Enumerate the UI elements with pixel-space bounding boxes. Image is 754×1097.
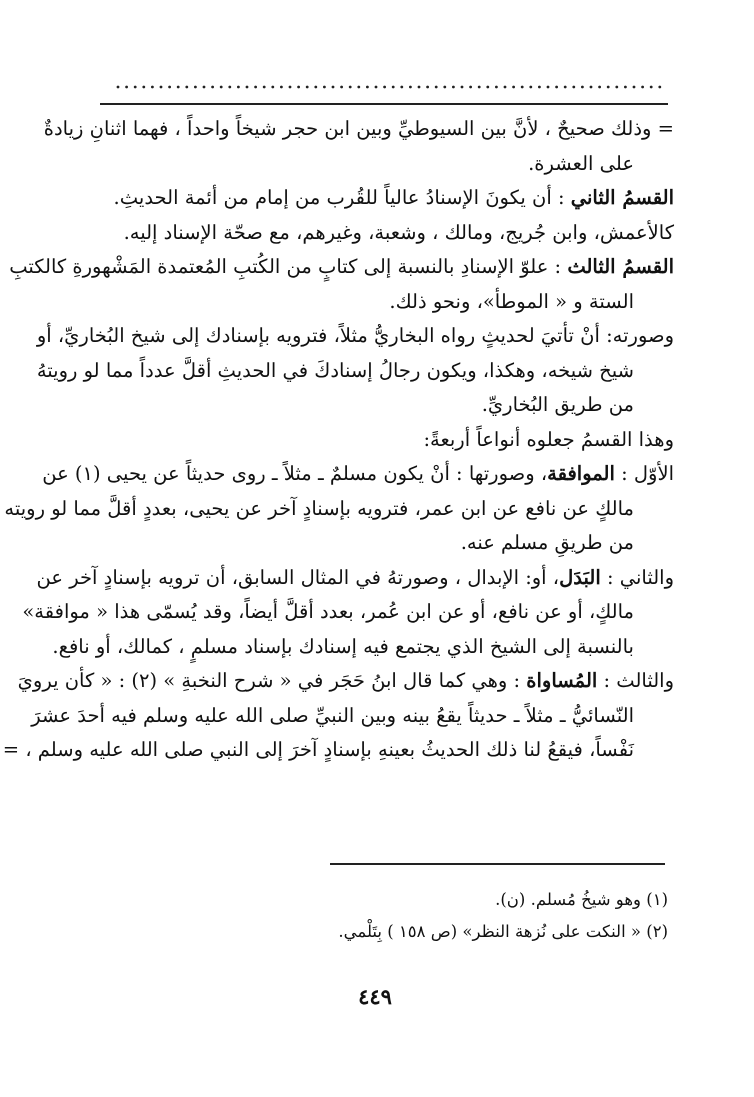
- text-run: مالكٍ، أو عن نافع، أو عن ابن عُمر، بعدد أقلَّ أيضاً، وقد يُسمّى هذا « موافقة»: [22, 600, 634, 623]
- bold-term: القسمُ الثالث: [567, 255, 674, 278]
- text-line: [31, 699, 674, 734]
- text-line: [52, 630, 674, 665]
- text-line: [94, 181, 674, 216]
- text-run: النّسائيُّ ـ مثلاً ـ حديثاً يقعُ بينه وبين النبيِّ صلى الله عليه وسلم فيه أحدَ عشرَ: [31, 703, 634, 727]
- text-run: والثالث :: [597, 669, 674, 692]
- bold-term: الموافقة: [547, 462, 615, 485]
- text-run: ، أو: الإبدال ، وصورتهُ في المثال السابق، أن ترويه بإسنادٍ آخر عن: [36, 565, 560, 589]
- text-run: على العشرة.: [528, 151, 634, 175]
- footnotes: [200, 884, 668, 948]
- text-line: [94, 526, 674, 561]
- text-run: والثاني :: [600, 565, 674, 589]
- bold-term: القسمُ الثاني: [570, 186, 674, 209]
- text-run: : علوّ الإسنادِ بالنسبة إلى كتابٍ من الكُتبِ المُعتمدة المَشْهورةِ كالكتبِ: [9, 255, 568, 278]
- text-run: الستة و « الموطأ»، ونحو ذلك.: [389, 289, 634, 313]
- dotted-separator: [116, 84, 668, 90]
- text-run: وهذا القسمُ جعلوه أنواعاً أربعةً:: [423, 427, 674, 451]
- text-run: ، وصورتها : أنْ يكون مسلمٌ ـ مثلاً ـ روى حديثاً عن يحيى (١) عن: [42, 462, 548, 485]
- text-run: بالنسبة إلى الشيخ الذي يجتمع فيه إسنادك بإسناد مسلمٍ ، كمالك، أو نافع.: [52, 634, 634, 658]
- text-run: : وهي كما قال ابنُ حَجَر في « شرح النخبةِ » (٢) : « كأن يرويَ: [17, 669, 527, 692]
- text-line: [42, 457, 674, 492]
- text-line: [94, 423, 674, 458]
- text-run: كالأعمش، وابن جُريج، ومالك ، وشعبة، وغيرهم، مع صحّة الإسناد إليه.: [123, 220, 674, 244]
- text-line: [43, 112, 674, 147]
- page-number: ٤٤٩: [358, 984, 392, 1009]
- bold-term: البَدَل: [559, 565, 601, 589]
- text-line: [17, 664, 674, 699]
- text-line: [94, 388, 674, 423]
- text-line: [2, 733, 674, 768]
- text-line: [94, 147, 674, 182]
- footnote-separator: [330, 863, 665, 865]
- text-line: [36, 354, 674, 389]
- footnote-2: (٢) « النكت على نُزهة النظر» (ص ١٥٨ ) بِتَلْمي.: [338, 922, 668, 941]
- text-line: [22, 595, 674, 630]
- text-run: شيخ شيخه، وهكذا، ويكون رجالُ إسنادكَ في الحديثِ أقلَّ عدداً مما لو رويتهُ: [36, 358, 634, 382]
- text-line: [36, 561, 674, 596]
- text-run: الأوّل :: [614, 462, 674, 485]
- text-line: [94, 216, 674, 251]
- text-run: من طريق البُخاريِّ.: [481, 393, 634, 416]
- header-rule: [100, 103, 668, 105]
- bold-term: المُساواة: [526, 669, 598, 692]
- text-run: وصورته: أنْ تأتيَ لحديثٍ رواه البخاريُّ مثلاً، فترويه بإسنادك إلى شيخ البُخاريِّ، أو: [36, 324, 674, 347]
- text-run: من طريقِ مسلم عنه.: [460, 531, 634, 554]
- text-run: = وذلك صحيحٌ ، لأنَّ بين السيوطيِّ وبين ابن حجر شيخاً واحداً ، فهما اثنانِ زيادةٌ: [43, 117, 674, 140]
- footnote-1: (١) وهو شيخُ مُسلم. (ن).: [495, 890, 668, 909]
- text-line: [94, 285, 674, 320]
- body-text: [2, 112, 674, 768]
- text-run: مالكٍ عن نافع عن ابن عمر، فترويه بإسنادٍ آخر عن يحيى، بعددٍ أقلَّ مما لو رويته: [4, 496, 634, 520]
- text-line: [4, 492, 674, 527]
- text-run: نَفْساً، فيقعُ لنا ذلك الحديثُ بعينهِ بإسنادٍ آخرَ إلى النبي صلى الله عليه وسلم ، =: [2, 738, 634, 761]
- text-line: [9, 250, 674, 285]
- text-run: : أن يكونَ الإسنادُ عالياً للقُرب من إمام من أئمة الحديثِ.: [113, 186, 571, 209]
- text-line: [36, 319, 674, 354]
